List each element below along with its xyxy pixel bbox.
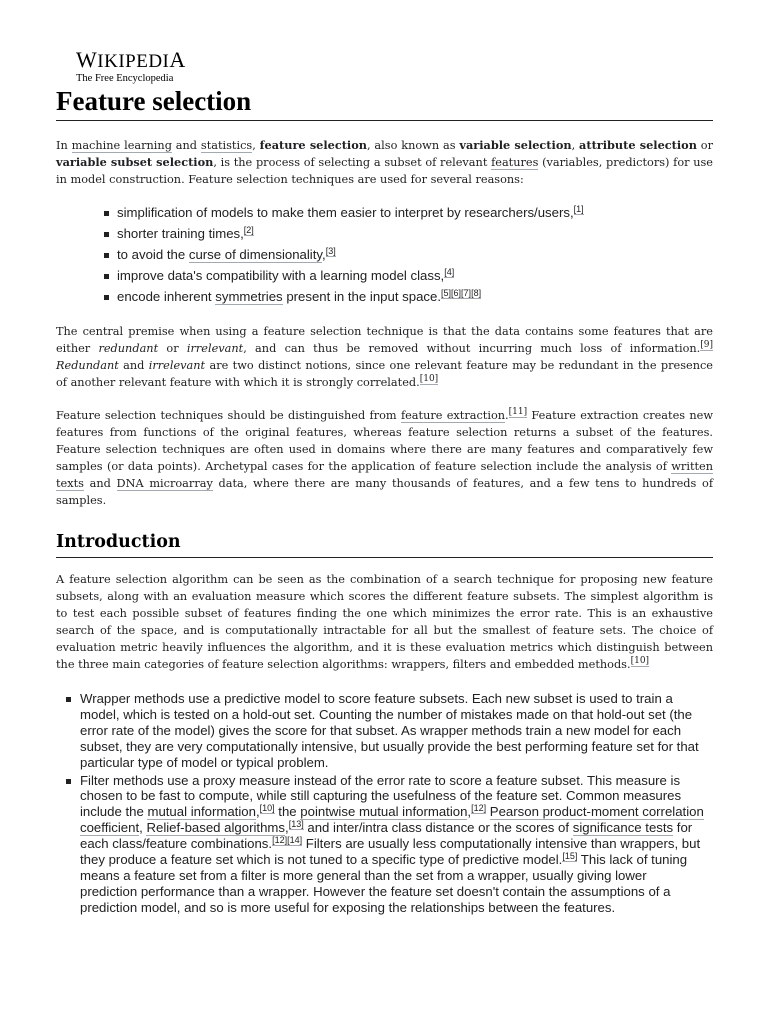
text-run: , [252, 139, 260, 152]
text-run: , is the process of selecting a subset of relevant [213, 156, 492, 169]
article-link[interactable]: Relief-based algorithms [146, 820, 286, 836]
italic-term: irrelevant [186, 342, 244, 355]
citation-ref[interactable]: [12] [272, 835, 288, 846]
bold-term: feature selection [259, 138, 367, 152]
article-link[interactable]: symmetries [215, 289, 283, 304]
text-run: present in the input space. [282, 289, 442, 304]
article-link[interactable]: written texts [56, 460, 713, 490]
text-run: , [571, 139, 580, 152]
citation-ref[interactable]: [10] [630, 656, 650, 666]
citation-ref[interactable]: [3] [325, 246, 336, 256]
article-link[interactable]: Pearson product-moment correlation coefficient [80, 804, 704, 836]
lead-paragraph [56, 137, 713, 188]
italic-term: irrelevant [148, 359, 206, 372]
text-run: Filter methods use a proxy measure instead of the error rate to score a feature subset. This measure is chosen to be fast to compute, while still capturing the usefulness of the feature set. Common measures include the [80, 772, 682, 820]
citation-ref[interactable]: [6] [451, 288, 462, 298]
article-link[interactable]: DNA microarray [116, 477, 213, 490]
citation-ref[interactable]: [10] [419, 374, 439, 384]
methods-list [80, 691, 706, 918]
citation-ref[interactable]: [13] [288, 819, 304, 830]
citation-ref[interactable]: [4] [444, 267, 455, 277]
text-run: and [171, 139, 201, 152]
article-link[interactable]: feature extraction [400, 409, 506, 422]
text-run: , [322, 247, 326, 262]
article-link[interactable]: statistics [200, 139, 253, 152]
citation-ref[interactable]: [7] [461, 288, 472, 298]
text-run: to avoid the [117, 247, 189, 262]
text-run: or [696, 139, 713, 152]
citation-ref[interactable]: [15] [562, 851, 578, 862]
wikipedia-tagline: The Free Encyclopedia [76, 73, 174, 84]
text-run: The central premise when using a feature selection technique is that the data contains some features that are either [56, 325, 713, 355]
text-run: Filters are usually less computationally intensive than wrappers, but they produce a feature set which is not tuned to a specific type of predictive model. [80, 836, 701, 868]
citation-ref[interactable]: [2] [243, 225, 254, 235]
bold-term: attribute selection [579, 138, 697, 152]
text-run: the [274, 804, 301, 820]
wikipedia-logo[interactable] [76, 47, 186, 85]
text-run: , also known as [366, 139, 460, 152]
text-run: or [158, 342, 187, 355]
article-link[interactable]: features [491, 156, 539, 169]
text-run: shorter training times, [117, 226, 244, 241]
reasons-list [117, 202, 713, 307]
text-run: data, where there are many thousands of features, and a few tens to hundreds of samples. [56, 477, 713, 507]
text-run: , [285, 820, 289, 836]
list-item [80, 691, 706, 771]
text-run: , [467, 804, 472, 820]
citation-ref[interactable]: [9] [700, 340, 713, 350]
wikipedia-wordmark: WIKIPEDIA [76, 47, 186, 72]
text-run: Feature extraction creates new features from functions of the original features, whereas feature selection returns a subset of the features. Feature selection techniques are often used in domains where there are many features and comparatively few samples (or data points). Archetypal cases for the application of feature selection include the analysis of [56, 409, 713, 473]
text-run: Feature selection techniques should be distinguished from [56, 409, 401, 422]
italic-term: Redundant [56, 359, 119, 372]
text-run: This lack of tuning means a feature set from a filter is more general than the set from a wrapper, usually giving lower prediction performance than a wrapper. However the feature set doesn't contain the assumptions of a prediction model, and so is more useful for exposing the relationships between the features. [80, 852, 688, 915]
premise-paragraph [56, 323, 713, 391]
page-title: Feature selection [56, 84, 713, 121]
text-run: simplification of models to make them easier to interpret by researchers/users, [117, 205, 574, 220]
article-link[interactable]: pointwise mutual information [300, 804, 468, 820]
list-item [117, 265, 713, 286]
citation-ref[interactable]: [14] [287, 835, 303, 846]
article-link[interactable]: significance tests [572, 820, 674, 836]
text-run: . [505, 409, 509, 422]
citation-ref[interactable]: [8] [471, 288, 482, 298]
text-run: improve data's compatibility with a learning model class, [117, 268, 445, 283]
citation-ref[interactable]: [10] [259, 803, 275, 814]
list-item [117, 202, 713, 223]
text-run: (variables, predictors) for use in model construction. Feature selection techniques are used for several reasons: [56, 156, 713, 186]
article-link[interactable]: curse of dimensionality [188, 247, 323, 262]
list-item [117, 244, 713, 265]
text-run: and [83, 477, 117, 490]
text-run: Wrapper methods use a predictive model to score feature subsets. Each new subset is used to train a model, which is tested on a hold-out set. Counting the number of mistakes made on that hold-out set (the error rate of the model) gives the score for that subset. As wrapper methods train a new model for each subset, they are very computationally intensive, but usually provide the best performing feature set for that particular type of model or typical problem. [80, 691, 699, 770]
text-run: , and can thus be removed without incurring much loss of information. [243, 342, 701, 355]
text-run: are two distinct notions, since one relevant feature may be redundant in the presence of another relevant feature with which it is strongly correlated. [56, 359, 713, 389]
section-heading-introduction: Introduction [56, 530, 713, 558]
italic-term: redundant [98, 342, 159, 355]
citation-ref[interactable]: [5] [441, 288, 452, 298]
text-run: , [139, 820, 147, 836]
list-item [117, 223, 713, 244]
text-run: for each class/feature combinations. [80, 820, 693, 852]
text-run: A feature selection algorithm can be seen as the combination of a search technique for proposing new feature subsets, along with an evaluation measure which scores the different feature subsets. The simplest algorithm is to test each possible subset of features finding the one which minimizes the error rate. This is an exhaustive search of the space, and is computationally intractable for all but the smallest of feature sets. The choice of evaluation metric heavily influences the algorithm, and it is these evaluation metrics which distinguish between the three main categories of feature selection algorithms: wrappers, filters and embedded methods. [56, 573, 713, 671]
bold-term: variable selection [459, 138, 572, 152]
text-run: In [56, 139, 72, 152]
text-run: and [118, 359, 149, 372]
citation-ref[interactable]: [1] [573, 204, 584, 214]
distinction-paragraph [56, 407, 713, 509]
article-link[interactable]: mutual information [147, 804, 256, 820]
bold-term: variable subset selection [56, 155, 214, 169]
text-run: and inter/intra class distance or the scores of [303, 820, 573, 836]
text-run: , [255, 804, 260, 820]
introduction-paragraph [56, 571, 713, 673]
citation-ref[interactable]: [12] [471, 803, 487, 814]
list-item [117, 286, 713, 307]
citation-ref[interactable]: [11] [508, 407, 528, 417]
text-run: encode inherent [117, 289, 216, 304]
list-item [80, 773, 706, 916]
article-link[interactable]: machine learning [71, 139, 172, 152]
